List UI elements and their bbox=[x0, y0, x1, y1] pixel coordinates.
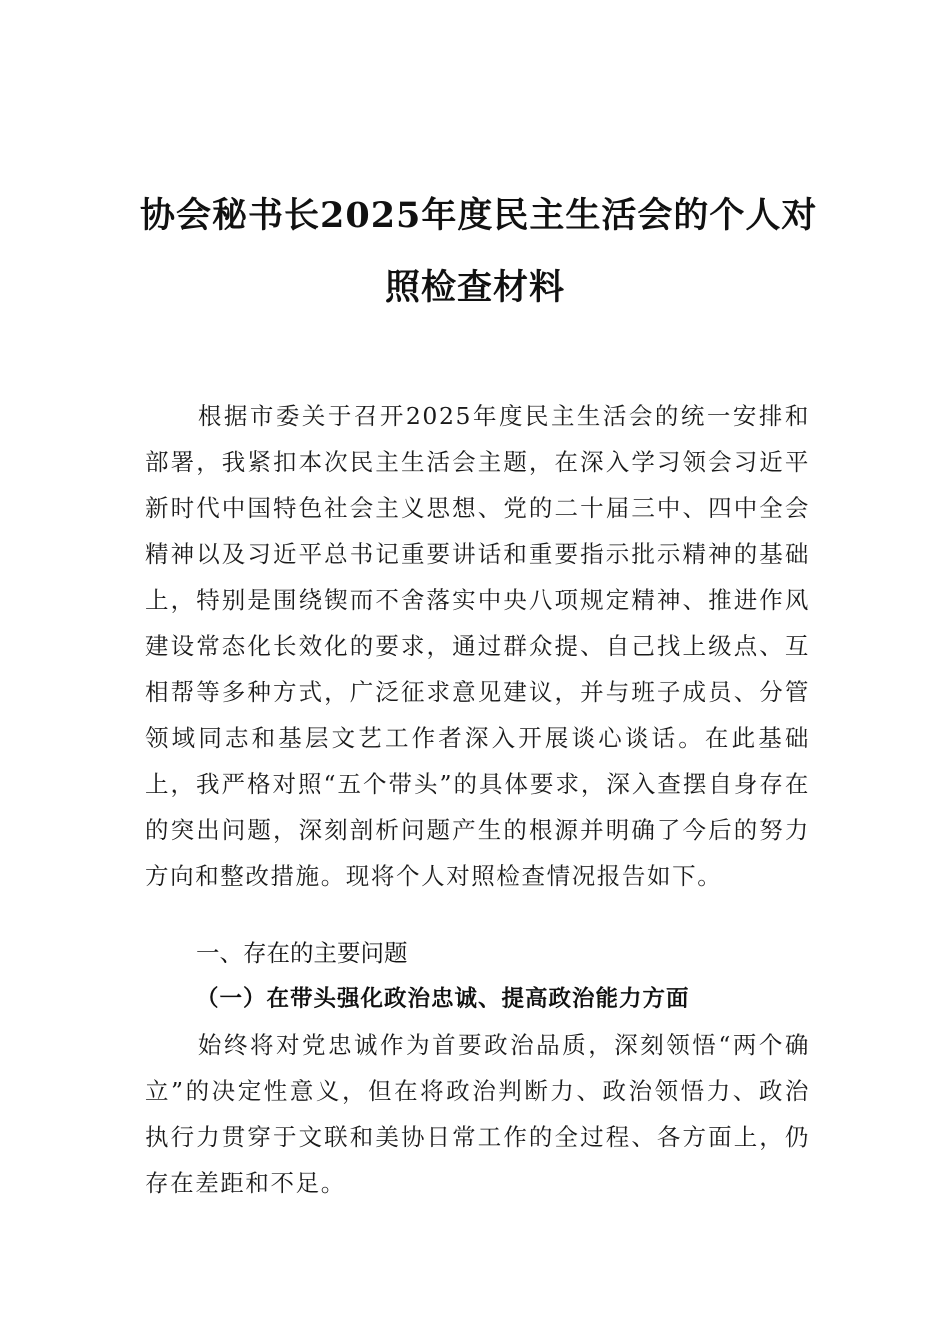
section-heading-main-problems: 一、存在的主要问题 bbox=[196, 939, 408, 967]
subsection-paragraph bbox=[145, 1022, 810, 1206]
subsection-paragraph-text: 始终将对党忠诚作为首要政治品质，深刻领悟“两个确立”的决定性意义，但在将政治判断力、政治领悟力、政治执行力贯穿于文联和美协日常工作的全过程、各方面上，仍存在差距和不足。 bbox=[145, 1031, 810, 1197]
document-title-line-1: 协会秘书长2025年度民主生活会的个人对 bbox=[140, 195, 818, 236]
intro-paragraph-text: 根据市委关于召开2025年度民主生活会的统一安排和部署，我紧扣本次民主生活会主题，在深入学习领会习近平新时代中国特色社会主义思想、党的二十届三中、四中全会精神以及习近平总书记重要讲话和重要指示批示精神的基础上，特别是围绕锲而不舍落实中央八项规定精神、推进作风建设常态化长效化的要求，通过群众提、自己找上级点、互相帮等多种方式，广泛征求意见建议，并与班子成员、分管领域同志和基层文艺工作者深入开展谈心谈话。在此基础上，我严格对照“五个带头”的具体要求，深入查摆自身存在的突出问题，深刻剖析问题产生的根源并明确了今后的努力方向和整改措施。现将个人对照检查情况报告如下。 bbox=[145, 402, 810, 890]
intro-paragraph bbox=[145, 393, 810, 899]
subsection-heading-political-loyalty: （一）在带头强化政治忠诚、提高政治能力方面 bbox=[196, 986, 690, 1012]
document-title-line-2: 照检查材料 bbox=[384, 267, 565, 308]
